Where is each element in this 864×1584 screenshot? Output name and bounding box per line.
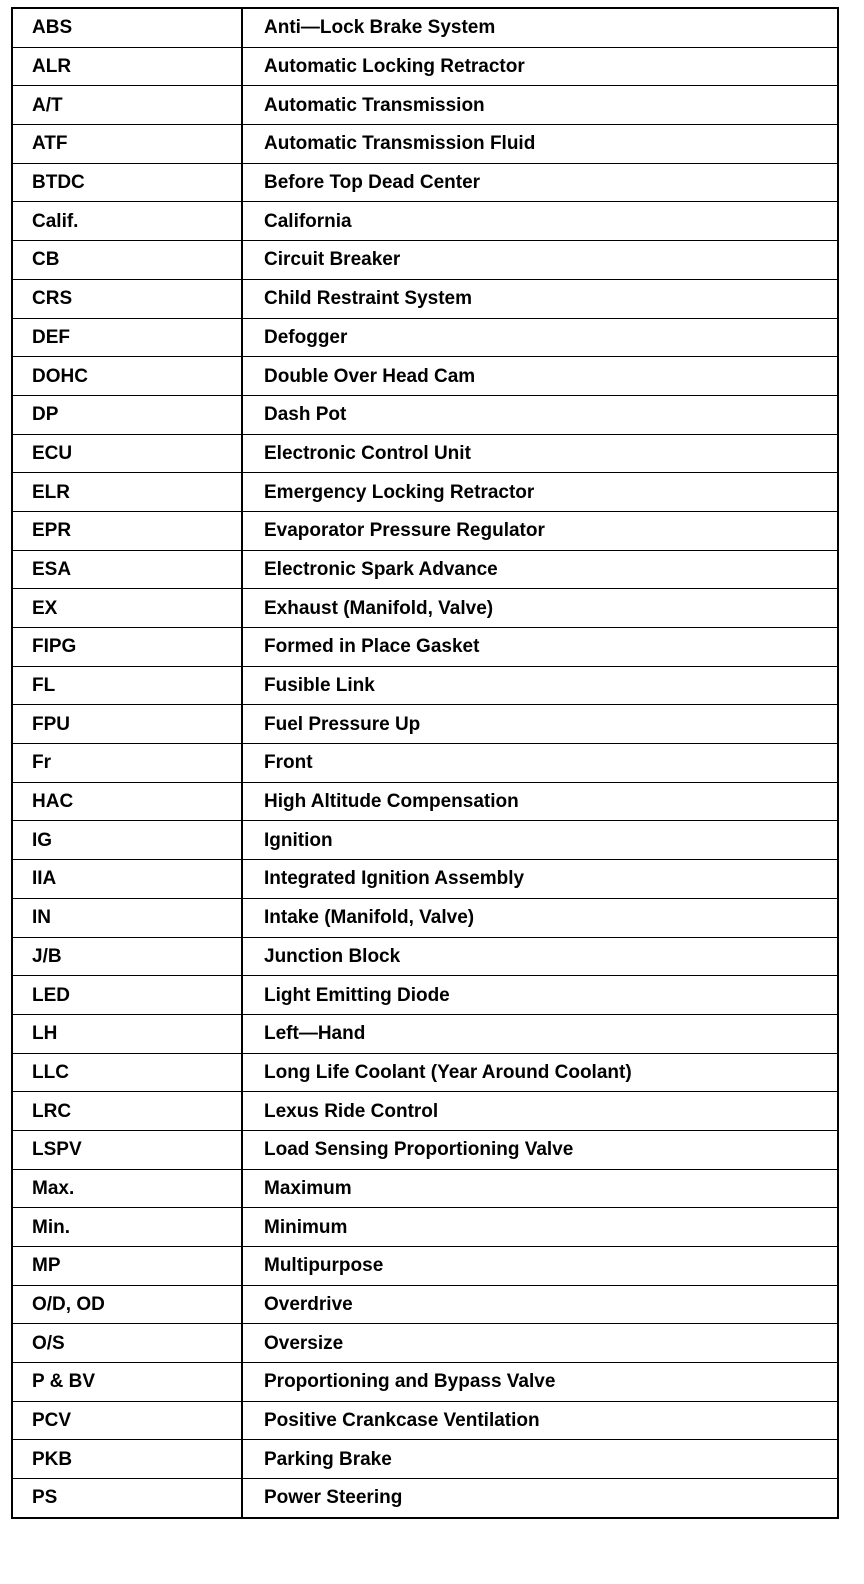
abbreviation-cell: O/S (12, 1324, 242, 1363)
meaning-cell: Electronic Control Unit (242, 434, 838, 473)
meaning-cell: Front (242, 744, 838, 783)
abbreviation-cell: CRS (12, 279, 242, 318)
abbreviation-cell: J/B (12, 937, 242, 976)
meaning-cell: Integrated Ignition Assembly (242, 860, 838, 899)
meaning-cell: Power Steering (242, 1479, 838, 1518)
meaning-cell: Maximum (242, 1169, 838, 1208)
meaning-cell: Automatic Transmission Fluid (242, 125, 838, 164)
abbreviation-cell: HAC (12, 782, 242, 821)
meaning-cell: Multipurpose (242, 1247, 838, 1286)
table-row (12, 782, 838, 821)
table-row (12, 1092, 838, 1131)
meaning-cell: Evaporator Pressure Regulator (242, 511, 838, 550)
table-row (12, 1479, 838, 1518)
table-row (12, 705, 838, 744)
abbreviation-cell: LH (12, 1014, 242, 1053)
meaning-cell: Exhaust (Manifold, Valve) (242, 589, 838, 628)
abbreviation-cell: LRC (12, 1092, 242, 1131)
abbreviation-cell: MP (12, 1247, 242, 1286)
table-row (12, 1363, 838, 1402)
abbreviation-cell: Max. (12, 1169, 242, 1208)
meaning-cell: Light Emitting Diode (242, 976, 838, 1015)
table-row (12, 511, 838, 550)
meaning-cell: Proportioning and Bypass Valve (242, 1363, 838, 1402)
meaning-cell: Lexus Ride Control (242, 1092, 838, 1131)
abbreviation-cell: PCV (12, 1401, 242, 1440)
meaning-cell: Fusible Link (242, 666, 838, 705)
meaning-cell: Child Restraint System (242, 279, 838, 318)
abbreviation-cell: ALR (12, 47, 242, 86)
table-row (12, 821, 838, 860)
meaning-cell: Parking Brake (242, 1440, 838, 1479)
meaning-cell: Long Life Coolant (Year Around Coolant) (242, 1053, 838, 1092)
table-row (12, 1014, 838, 1053)
table-row (12, 1401, 838, 1440)
meaning-cell: Automatic Transmission (242, 86, 838, 125)
table-row (12, 473, 838, 512)
table-row (12, 86, 838, 125)
table-row (12, 744, 838, 783)
abbreviation-cell: ABS (12, 8, 242, 47)
abbreviation-cell: FPU (12, 705, 242, 744)
table-row (12, 318, 838, 357)
table-row (12, 357, 838, 396)
meaning-cell: Electronic Spark Advance (242, 550, 838, 589)
table-row (12, 976, 838, 1015)
abbreviation-table (11, 7, 839, 1519)
abbreviation-cell: LED (12, 976, 242, 1015)
meaning-cell: Overdrive (242, 1285, 838, 1324)
meaning-cell: Ignition (242, 821, 838, 860)
abbreviation-cell: DP (12, 395, 242, 434)
meaning-cell: Left—Hand (242, 1014, 838, 1053)
meaning-cell: Intake (Manifold, Valve) (242, 898, 838, 937)
table-row (12, 434, 838, 473)
abbreviation-cell: PS (12, 1479, 242, 1518)
abbreviation-table-container (11, 7, 837, 1519)
meaning-cell: Dash Pot (242, 395, 838, 434)
meaning-cell: Fuel Pressure Up (242, 705, 838, 744)
table-row (12, 202, 838, 241)
abbreviation-cell: O/D, OD (12, 1285, 242, 1324)
table-row (12, 1285, 838, 1324)
table-row (12, 1208, 838, 1247)
table-row (12, 8, 838, 47)
meaning-cell: Load Sensing Proportioning Valve (242, 1130, 838, 1169)
abbreviation-cell: DOHC (12, 357, 242, 396)
table-row (12, 125, 838, 164)
meaning-cell: Anti—Lock Brake System (242, 8, 838, 47)
table-row (12, 1440, 838, 1479)
abbreviation-cell: FIPG (12, 628, 242, 667)
meaning-cell: Formed in Place Gasket (242, 628, 838, 667)
abbreviation-table-body (12, 8, 838, 1518)
meaning-cell: Before Top Dead Center (242, 163, 838, 202)
abbreviation-cell: LSPV (12, 1130, 242, 1169)
abbreviation-cell: EX (12, 589, 242, 628)
meaning-cell: Positive Crankcase Ventilation (242, 1401, 838, 1440)
table-row (12, 898, 838, 937)
meaning-cell: Minimum (242, 1208, 838, 1247)
abbreviation-cell: BTDC (12, 163, 242, 202)
table-row (12, 241, 838, 280)
table-row (12, 1247, 838, 1286)
abbreviation-cell: FL (12, 666, 242, 705)
abbreviation-cell: ATF (12, 125, 242, 164)
table-row (12, 1130, 838, 1169)
table-row (12, 47, 838, 86)
meaning-cell: Circuit Breaker (242, 241, 838, 280)
table-row (12, 1169, 838, 1208)
abbreviation-cell: Fr (12, 744, 242, 783)
table-row (12, 395, 838, 434)
table-row (12, 550, 838, 589)
meaning-cell: Junction Block (242, 937, 838, 976)
abbreviation-cell: EPR (12, 511, 242, 550)
abbreviation-cell: Min. (12, 1208, 242, 1247)
abbreviation-cell: P & BV (12, 1363, 242, 1402)
abbreviation-cell: ESA (12, 550, 242, 589)
meaning-cell: Defogger (242, 318, 838, 357)
abbreviation-cell: LLC (12, 1053, 242, 1092)
abbreviation-cell: ELR (12, 473, 242, 512)
meaning-cell: Double Over Head Cam (242, 357, 838, 396)
table-row (12, 589, 838, 628)
abbreviation-cell: A/T (12, 86, 242, 125)
abbreviation-cell: ECU (12, 434, 242, 473)
meaning-cell: California (242, 202, 838, 241)
abbreviation-cell: CB (12, 241, 242, 280)
table-row (12, 937, 838, 976)
meaning-cell: Automatic Locking Retractor (242, 47, 838, 86)
table-row (12, 279, 838, 318)
meaning-cell: Emergency Locking Retractor (242, 473, 838, 512)
abbreviation-cell: IN (12, 898, 242, 937)
meaning-cell: High Altitude Compensation (242, 782, 838, 821)
abbreviation-cell: IG (12, 821, 242, 860)
table-row (12, 1053, 838, 1092)
abbreviation-cell: IIA (12, 860, 242, 899)
table-row (12, 860, 838, 899)
table-row (12, 666, 838, 705)
abbreviation-cell: DEF (12, 318, 242, 357)
table-row (12, 1324, 838, 1363)
table-row (12, 163, 838, 202)
table-row (12, 628, 838, 667)
meaning-cell: Oversize (242, 1324, 838, 1363)
abbreviation-cell: PKB (12, 1440, 242, 1479)
abbreviation-cell: Calif. (12, 202, 242, 241)
